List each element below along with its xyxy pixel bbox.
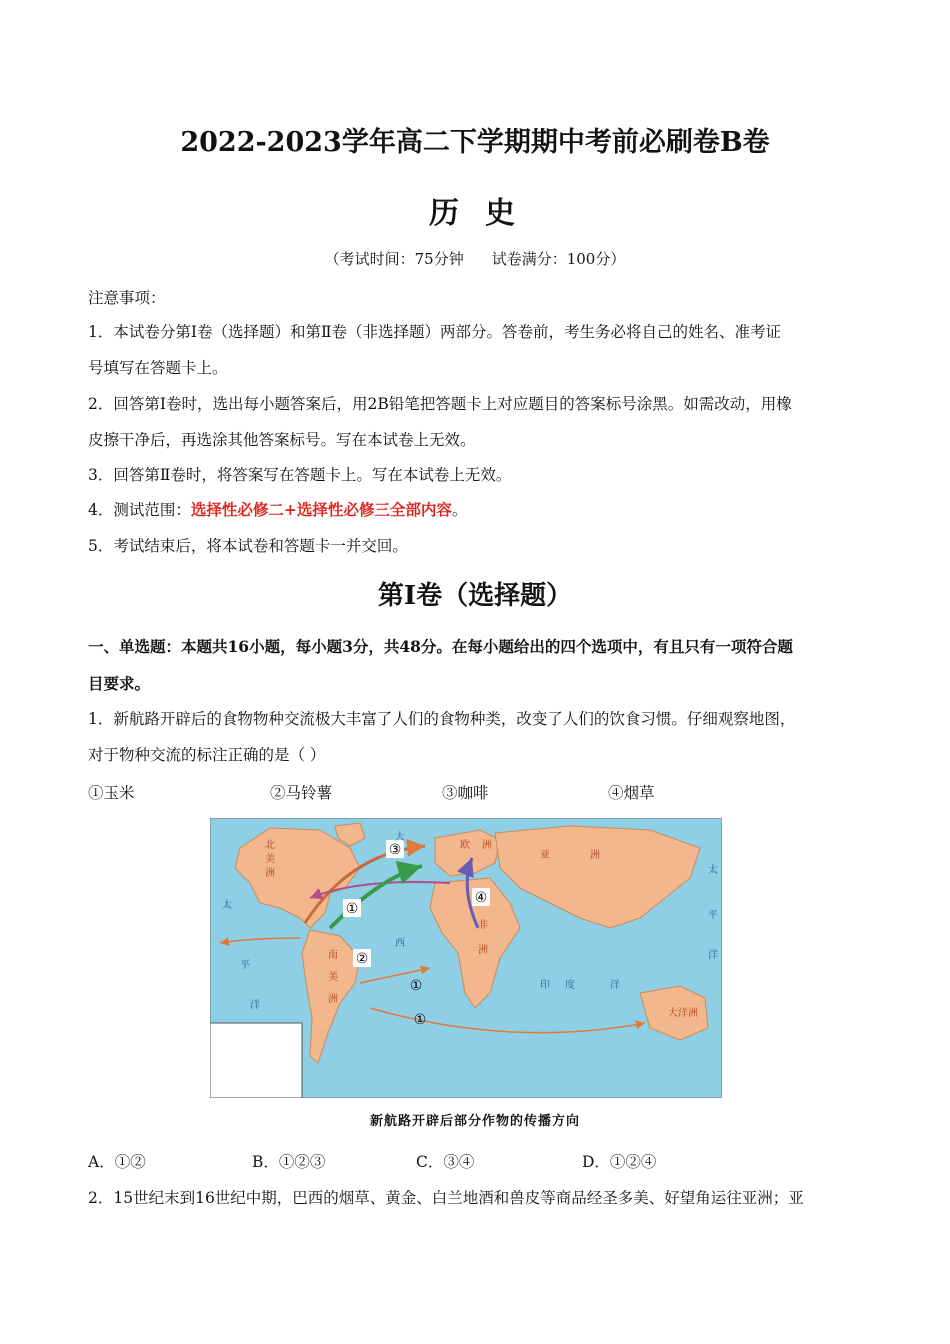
na-label: 洲 (265, 868, 275, 879)
notice-line-scope (88, 498, 467, 522)
subject-char-2: 史 (485, 196, 521, 231)
ocean-label: 度 (565, 980, 575, 991)
notice-heading: 注意事项： (88, 289, 166, 307)
oceania-label: 大洋洲 (668, 1008, 698, 1019)
asia-label: 洲 (590, 850, 600, 861)
eu-label: 洲 (482, 840, 492, 851)
ocean-label: 太 (222, 900, 232, 911)
q1-item: ③咖啡 (442, 784, 489, 802)
crop-spread-map (210, 818, 722, 1098)
scope-prefix: 4．测试范围： (88, 501, 191, 519)
question-stem: 1．新航路开辟后的食物物种交流极大丰富了人们的食物种类，改变了人们的饮食习惯。仔细观察地图， (88, 710, 796, 728)
ocean-label: 印 (540, 980, 550, 991)
ocean-label: 洋 (708, 950, 718, 961)
marker-label: ① (409, 978, 423, 994)
map-caption: 新航路开辟后部分作物的传播方向 (369, 1114, 580, 1129)
q1-item: ①玉米 (88, 784, 135, 802)
ocean-label: 大 (395, 832, 405, 843)
option-a: A．①② (88, 1153, 146, 1171)
q1-item: ②马铃薯 (270, 784, 333, 802)
option-c: C．③④ (416, 1153, 475, 1171)
q1-item: ④烟草 (608, 784, 655, 802)
ocean-label: 太 (708, 865, 718, 876)
sa-label: 美 (328, 972, 338, 983)
map-figure (210, 818, 722, 1098)
africa-label: 洲 (478, 945, 488, 956)
eu-label: 欧 (460, 840, 470, 851)
section-desc: 一、单选题：本题共16小题，每小题3分，共48分。在每小题给出的四个选项中，有且只有一项符合题 (88, 637, 793, 656)
na-label: 北 (265, 840, 275, 851)
marker-label: ① (345, 901, 359, 917)
section-desc: 目要求。 (88, 674, 151, 693)
notice-line: 号填写在答题卡上。 (88, 359, 228, 377)
asia-label: 亚 (540, 850, 550, 861)
sa-label: 洲 (328, 994, 338, 1005)
sa-label: 南 (328, 950, 338, 961)
notice-line: 1．本试卷分第Ⅰ卷（选择题）和第Ⅱ卷（非选择题）两部分。答卷前，考生务必将自己的姓名、准考证 (88, 323, 782, 341)
option-d: D．①②④ (582, 1153, 657, 1171)
section-title: 第Ⅰ卷（选择题） (377, 581, 573, 611)
exam-score: 试卷满分：100分） (491, 250, 626, 268)
ocean-label: 西 (395, 938, 405, 949)
marker-label: ④ (474, 890, 488, 906)
africa-label: 非 (478, 920, 488, 931)
ocean-label: 洋 (610, 980, 620, 991)
notice-line: 2．回答第Ⅰ卷时，选出每小题答案后，用2B铅笔把答题卡上对应题目的答案标号涂黑。如需改动，用橡 (88, 395, 792, 413)
question-stem: 对于物种交流的标注正确的是（ ） (88, 746, 326, 764)
notice-line: 5．考试结束后，将本试卷和答题卡一并交回。 (88, 537, 408, 555)
marker-label: ③ (388, 842, 402, 858)
ocean-label: 平 (708, 910, 718, 921)
scope-suffix: 。 (451, 501, 468, 519)
ocean-label: 洋 (250, 1000, 260, 1011)
notice-line: 皮擦干净后，再选涂其他答案标号。写在本试卷上无效。 (88, 431, 476, 449)
map-inset-box (210, 1023, 302, 1098)
exam-time: （考试时间：75分钟 (324, 250, 464, 268)
na-label: 美 (265, 854, 275, 865)
subject-title (0, 188, 950, 232)
marker-label: ② (355, 951, 369, 967)
marker-label: ① (413, 1012, 427, 1028)
notice-line: 3．回答第Ⅱ卷时，将答案写在答题卡上。写在本试卷上无效。 (88, 466, 512, 484)
subject-char-1: 历 (429, 196, 465, 231)
option-b: B．①②③ (252, 1153, 326, 1171)
exam-meta (0, 248, 950, 269)
exam-title: 2022-2023学年高二下学期期中考前必刷卷B卷 (180, 127, 770, 158)
question-stem: 2．15世纪末到16世纪中期，巴西的烟草、黄金、白兰地酒和兽皮等商品经圣多美、好望角运往亚洲；亚 (88, 1189, 804, 1207)
ocean-label: 平 (240, 960, 250, 971)
scope-range: 选择性必修二+选择性必修三全部内容 (190, 500, 452, 519)
